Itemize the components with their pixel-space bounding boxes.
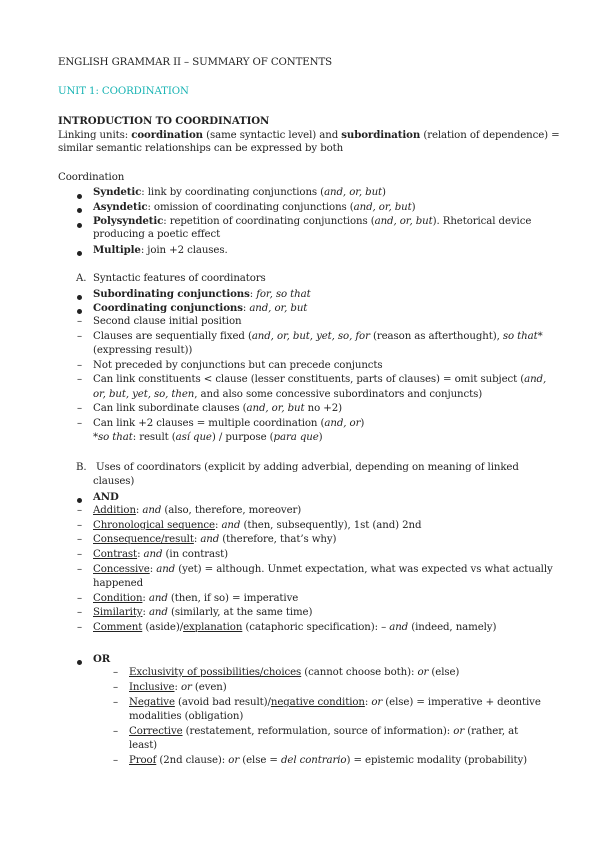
dash-marker: – bbox=[77, 505, 82, 516]
list-item-multiple: Multiple: join +2 clauses. bbox=[93, 244, 228, 256]
feature-not-preceded: Not preceded by conjunctions but can precede conjuncts bbox=[93, 360, 383, 371]
feature-multiple-coordination: Can link +2 clauses = multiple coordination (and, or) bbox=[93, 418, 365, 429]
dash-marker: – bbox=[77, 520, 82, 531]
and-consequence: Consequence/result: and (therefore, that’s why) bbox=[93, 534, 337, 545]
feature-sequentially-fixed-cont: (expressing result)) bbox=[93, 345, 193, 356]
and-chronological: Chronological sequence: and (then, subsequently), 1st (and) 2nd bbox=[93, 520, 422, 531]
section-b-marker: B. bbox=[76, 462, 87, 473]
dash-marker: – bbox=[77, 593, 82, 604]
intro-line-2: similar semantic relationships can be expressed by both bbox=[58, 143, 344, 154]
list-item-polysyndetic-cont: producing a poetic effect bbox=[93, 229, 221, 240]
and-addition: Addition: and (also, therefore, moreover) bbox=[93, 505, 302, 516]
bullet-marker bbox=[77, 190, 82, 204]
section-b-title-cont: clauses) bbox=[93, 476, 135, 487]
or-negative: Negative (avoid bad result)/negative condition: or (else) = imperative + deontive bbox=[129, 697, 541, 708]
coordination-heading: Coordination bbox=[58, 172, 125, 183]
dash-marker: – bbox=[113, 682, 118, 693]
dash-marker: – bbox=[113, 697, 118, 708]
section-a-title: Syntactic features of coordinators bbox=[93, 273, 266, 284]
dash-marker: – bbox=[77, 331, 82, 342]
or-negative-cont: modalities (obligation) bbox=[129, 711, 244, 722]
dash-marker: – bbox=[77, 607, 82, 618]
dash-marker: – bbox=[113, 726, 118, 737]
bullet-marker bbox=[77, 219, 82, 233]
or-inclusive: Inclusive: or (even) bbox=[129, 682, 227, 693]
dash-marker: – bbox=[77, 316, 82, 327]
document-title: ENGLISH GRAMMAR II – SUMMARY OF CONTENTS bbox=[58, 57, 333, 68]
dash-marker: – bbox=[113, 755, 118, 766]
coordinating-conjunctions: Coordinating conjunctions: and, or, but bbox=[93, 302, 308, 314]
list-item-asyndetic: Asyndetic: omission of coordinating conjunctions (and, or, but) bbox=[93, 201, 416, 213]
and-similarity: Similarity: and (similarly, at the same time) bbox=[93, 607, 313, 618]
and-comment: Comment (aside)/explanation (cataphoric specification): – and (indeed, namely) bbox=[93, 622, 497, 633]
intro-line-1: Linking units: coordination (same syntactic level) and subordination (relation of dependence) = bbox=[58, 129, 560, 141]
feature-link-constituents: Can link constituents < clause (lesser constituents, parts of clauses) = omit subject (and, bbox=[93, 374, 547, 385]
or-proof: Proof (2nd clause): or (else = del contrario) = epistemic modality (probability) bbox=[129, 755, 528, 766]
so-that-note: *so that: result (así que) / purpose (para que) bbox=[93, 432, 323, 443]
or-exclusivity: Exclusivity of possibilities/choices (cannot choose both): or (else) bbox=[129, 667, 460, 678]
intro-heading: INTRODUCTION TO COORDINATION bbox=[58, 115, 270, 127]
and-concessive-cont: happened bbox=[93, 578, 144, 589]
section-a-marker: A. bbox=[76, 273, 87, 284]
bullet-marker bbox=[77, 656, 82, 670]
list-item-syndetic: Syndetic: link by coordinating conjunctions (and, or, but) bbox=[93, 186, 386, 198]
dash-marker: – bbox=[77, 418, 82, 429]
feature-link-constituents-cont: or, but, yet, so, then, and also some concessive subordinators and conjuncts) bbox=[93, 389, 483, 400]
bullet-marker bbox=[77, 204, 82, 218]
or-corrective-cont: least) bbox=[129, 740, 158, 751]
dash-marker: – bbox=[77, 622, 82, 633]
and-condition: Condition: and (then, if so) = imperative bbox=[93, 593, 299, 604]
bullet-marker bbox=[77, 291, 82, 305]
dash-marker: – bbox=[77, 374, 82, 385]
and-label: AND bbox=[93, 491, 119, 503]
dash-marker: – bbox=[77, 403, 82, 414]
dash-marker: – bbox=[77, 360, 82, 371]
list-item-polysyndetic: Polysyndetic: repetition of coordinating conjunctions (and, or, but). Rhetorical device bbox=[93, 215, 532, 227]
feature-sequentially-fixed: Clauses are sequentially fixed (and, or, but, yet, so, for (reason as afterthought), so that* bbox=[93, 331, 543, 342]
feature-initial-position: Second clause initial position bbox=[93, 316, 242, 327]
dash-marker: – bbox=[77, 534, 82, 545]
or-corrective: Corrective (restatement, reformulation, source of information): or (rather, at bbox=[129, 726, 519, 737]
bullet-marker bbox=[77, 247, 82, 261]
or-label: OR bbox=[93, 653, 111, 665]
feature-subordinate-clauses: Can link subordinate clauses (and, or, but no +2) bbox=[93, 403, 342, 414]
section-b-title: Uses of coordinators (explicit by adding adverbial, depending on meaning of linked bbox=[96, 462, 519, 473]
dash-marker: – bbox=[77, 564, 82, 575]
dash-marker: – bbox=[113, 667, 118, 678]
and-concessive: Concessive: and (yet) = although. Unmet expectation, what was expected vs what actually bbox=[93, 564, 553, 575]
and-contrast: Contrast: and (in contrast) bbox=[93, 549, 229, 560]
dash-marker: – bbox=[77, 549, 82, 560]
unit-title: UNIT 1: COORDINATION bbox=[58, 86, 189, 97]
subordinating-conjunctions: Subordinating conjunctions: for, so that bbox=[93, 288, 311, 300]
